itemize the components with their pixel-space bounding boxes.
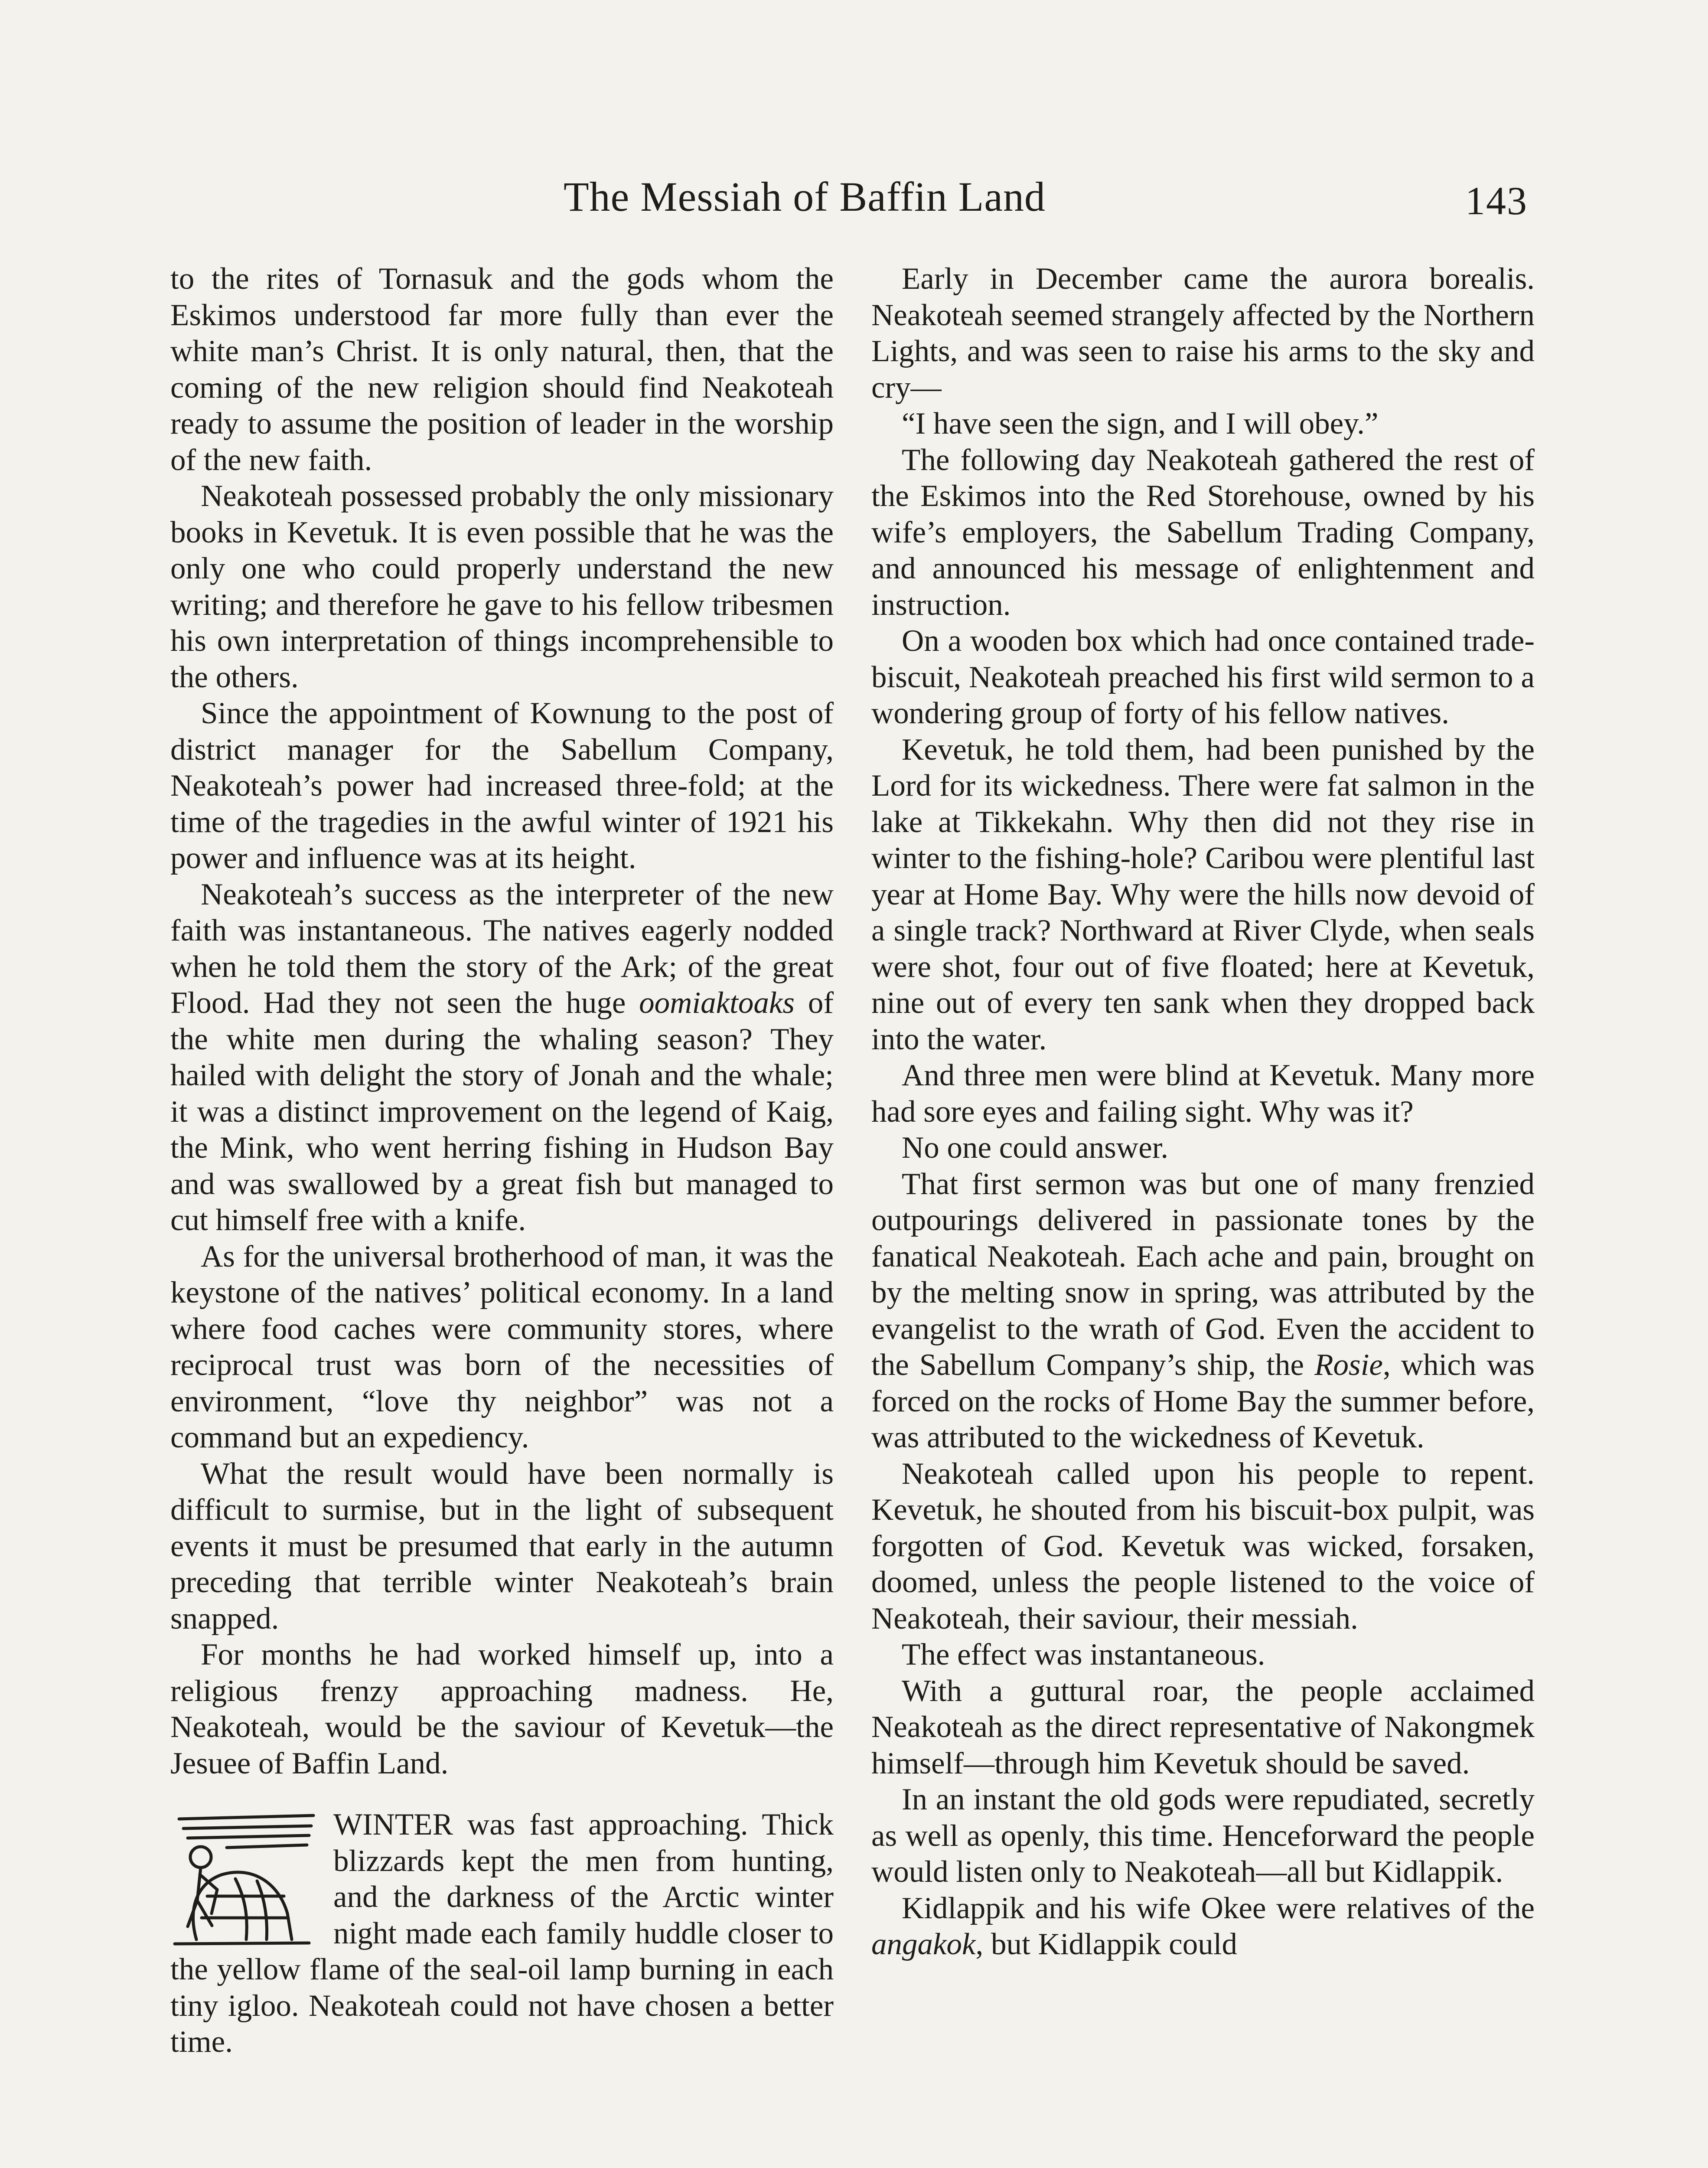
paragraph: Neakoteah’s success as the interpreter of the new faith was instantaneous. The natives eagerly nodded when he told them the story of the Ark; of the great Flood. Had they not seen the huge oomiaktoaks of the white men during the whaling season? They hailed with delight the story of Jonah and the whale; it was a distinct improvement on the legend of Kaig, the Mink, who went herring fishing in Hudson Bay and was swallowed by a great fish but managed to cut himself free with a knife.: [170, 877, 834, 1237]
paragraph: Early in December came the aurora borealis. Neakoteah seemed strangely affected by the Northern Lights, and was seen to raise his arms to the sky and cry—: [871, 262, 1535, 405]
igloo-hunter-ornament-icon: [170, 1809, 322, 1950]
page-number: 143: [1465, 179, 1528, 223]
paragraph: With a guttural roar, the people acclaimed Neakoteah as the direct representative of Nakongmek himself—through him Kevetuk should be saved.: [871, 1674, 1535, 1780]
paragraph: What the result would have been normally is difficult to surmise, but in the light of subsequent events it must be presumed that early in the autumn preceding that terrible winter Neakoteah’s brain snapped.: [170, 1456, 834, 1636]
paragraph: Since the appointment of Kownung to the post of district manager for the Sabellum Company, Neakoteah’s power had increased three-fold; at the time of the tragedies in the awful winter of 1921 his power and influence was at its height.: [170, 696, 834, 875]
paragraph: As for the universal brotherhood of man, it was the keystone of the natives’ political economy. In a land where food caches were community stores, where reciprocal trust was born of the necessities of environment, “love thy neighbor” was not a command but an expediency.: [170, 1239, 834, 1454]
paragraph: No one could answer.: [902, 1131, 1169, 1165]
running-title: The Messiah of Baffin Land: [564, 173, 1046, 220]
paragraph: Kidlappik and his wife Okee were relatives of the angakok, but Kidlappik could: [871, 1891, 1535, 1961]
left-column: [170, 261, 834, 2060]
paragraph: Neakoteah called upon his people to repent. Kevetuk, he shouted from his biscuit-box pulpit, was forgotten of God. Kevetuk was wicked, forsaken, doomed, unless the people listened to the voice of Neakoteah, their saviour, their messiah.: [871, 1456, 1535, 1636]
paragraph: For months he had worked himself up, into a religious frenzy approaching madness. He, Neakoteah, would be the saviour of Kevetuk—the Jesuee of Baffin Land.: [170, 1638, 834, 1780]
paragraph: And three men were blind at Kevetuk. Many more had sore eyes and failing sight. Why was it?: [871, 1058, 1535, 1129]
paragraph: Kevetuk, he told them, had been punished by the Lord for its wickedness. There were fat salmon in the lake at Tikkekahn. Why then did not they rise in winter to the fishing-hole? Caribou were plentiful last year at Home Bay. Why were the hills now devoid of a single track? Northward at River Clyde, when seals were shot, four out of five floated; here at Kevetuk, nine out of every ten sank when they dropped back into the water.: [871, 732, 1535, 1056]
right-column: [871, 261, 1535, 1963]
paragraph: Neakoteah possessed probably the only missionary books in Kevetuk. It is even possible that he was the only one who could properly understand the new writing; and therefore he gave to his fellow tribesmen his own interpretation of things incomprehensible to the others.: [170, 479, 834, 694]
paragraph: That first sermon was but one of many frenzied outpourings delivered in passionate tones by the fanatical Neakoteah. Each ache and pain, brought on by the melting snow in spring, was attributed by the evangelist to the wrath of God. Even the accident to the Sabellum Company’s ship, the Rosie, which was forced on the rocks of Home Bay the summer before, was attributed to the wickedness of Kevetuk.: [871, 1167, 1535, 1454]
section-opening-text: WINTER was fast approaching. Thick blizzards kept the men from hunting, and the darkness of the Arctic winter night made each family huddle closer to the yellow flame of the seal-oil lamp burning in each tiny igloo. Neakoteah could not have chosen a better time.: [170, 1808, 834, 2059]
paragraph: The effect was instantaneous.: [902, 1638, 1265, 1672]
paragraph: The following day Neakoteah gathered the rest of the Eskimos into the Red Storehouse, owned by his wife’s employers, the Sabellum Trading Company, and announced his message of enlightenment and instruction.: [871, 443, 1535, 622]
paragraph: In an instant the old gods were repudiated, secretly as well as openly, this time. Henceforward the people would listen only to Neakoteah—all but Kidlappik.: [871, 1783, 1535, 1889]
paragraph: “I have seen the sign, and I will obey.”: [902, 407, 1379, 441]
section-opening: [170, 1807, 834, 2060]
paragraph: to the rites of Tornasuk and the gods whom the Eskimos understood far more fully than ever the white man’s Christ. It is only natural, then, that the coming of the new religion should find Neakoteah ready to assume the position of leader in the worship of the new faith.: [170, 262, 834, 477]
paragraph: On a wooden box which had once contained trade-biscuit, Neakoteah preached his first wild sermon to a wondering group of forty of his fellow natives.: [871, 624, 1535, 730]
